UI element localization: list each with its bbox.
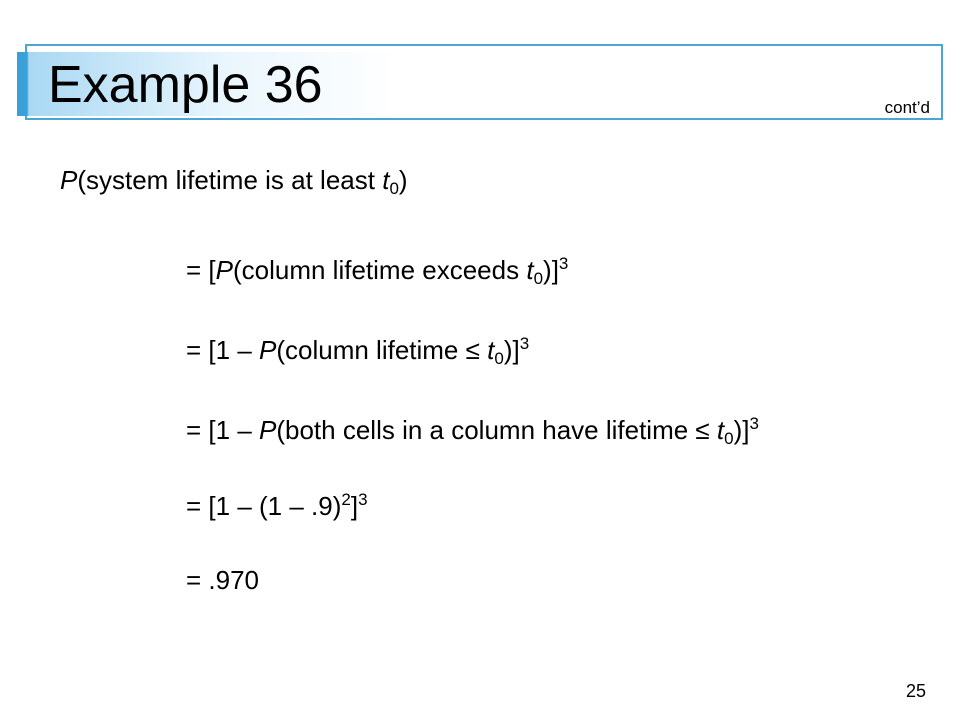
probability-symbol: P bbox=[259, 415, 277, 445]
time-variable: t bbox=[382, 165, 390, 195]
step-3-text: (both cells in a column have lifetime ≤ bbox=[276, 415, 717, 445]
equation-step-3 bbox=[186, 412, 759, 448]
step-5-result: = .970 bbox=[186, 565, 260, 595]
probability-symbol: P bbox=[215, 255, 233, 285]
equation-step-5 bbox=[186, 562, 259, 598]
page-number: 25 bbox=[905, 681, 926, 701]
step-3-close: )] bbox=[733, 415, 750, 445]
step-4-exponent: 3 bbox=[358, 490, 368, 509]
time-subscript: 0 bbox=[724, 429, 734, 448]
step-3-prefix: = [1 – bbox=[186, 415, 259, 445]
continued-label: cont’d bbox=[884, 98, 930, 117]
step-1-close: )] bbox=[543, 255, 559, 285]
equation-step-1 bbox=[186, 252, 568, 288]
step-3-exponent: 3 bbox=[749, 414, 759, 433]
time-variable: t bbox=[716, 415, 725, 445]
intro-close: ) bbox=[398, 165, 408, 195]
step-4-prefix: = [1 – (1 – .9) bbox=[186, 491, 342, 521]
slide-title: Example 36 bbox=[48, 56, 323, 114]
step-2-close: )] bbox=[503, 335, 520, 365]
step-4-close: ] bbox=[350, 491, 359, 521]
time-variable: t bbox=[526, 255, 534, 285]
step-1-prefix: = [ bbox=[186, 255, 216, 285]
time-subscript: 0 bbox=[494, 349, 504, 368]
step-2-prefix: = [1 – bbox=[186, 335, 259, 365]
intro-expression bbox=[60, 162, 408, 198]
time-subscript: 0 bbox=[533, 269, 544, 288]
step-1-text: (column lifetime exceeds bbox=[232, 255, 527, 285]
time-subscript: 0 bbox=[389, 179, 399, 198]
time-variable: t bbox=[487, 335, 495, 365]
intro-text: (system lifetime is at least bbox=[77, 165, 383, 195]
step-2-exponent: 3 bbox=[519, 334, 530, 353]
probability-symbol: P bbox=[259, 335, 277, 365]
equation-step-2 bbox=[186, 332, 529, 368]
step-1-exponent: 3 bbox=[558, 254, 569, 273]
probability-symbol: P bbox=[60, 165, 78, 195]
step-4-inner-exponent: 2 bbox=[341, 490, 351, 509]
step-2-text: (column lifetime ≤ bbox=[276, 335, 488, 365]
equation-step-4 bbox=[186, 488, 368, 524]
